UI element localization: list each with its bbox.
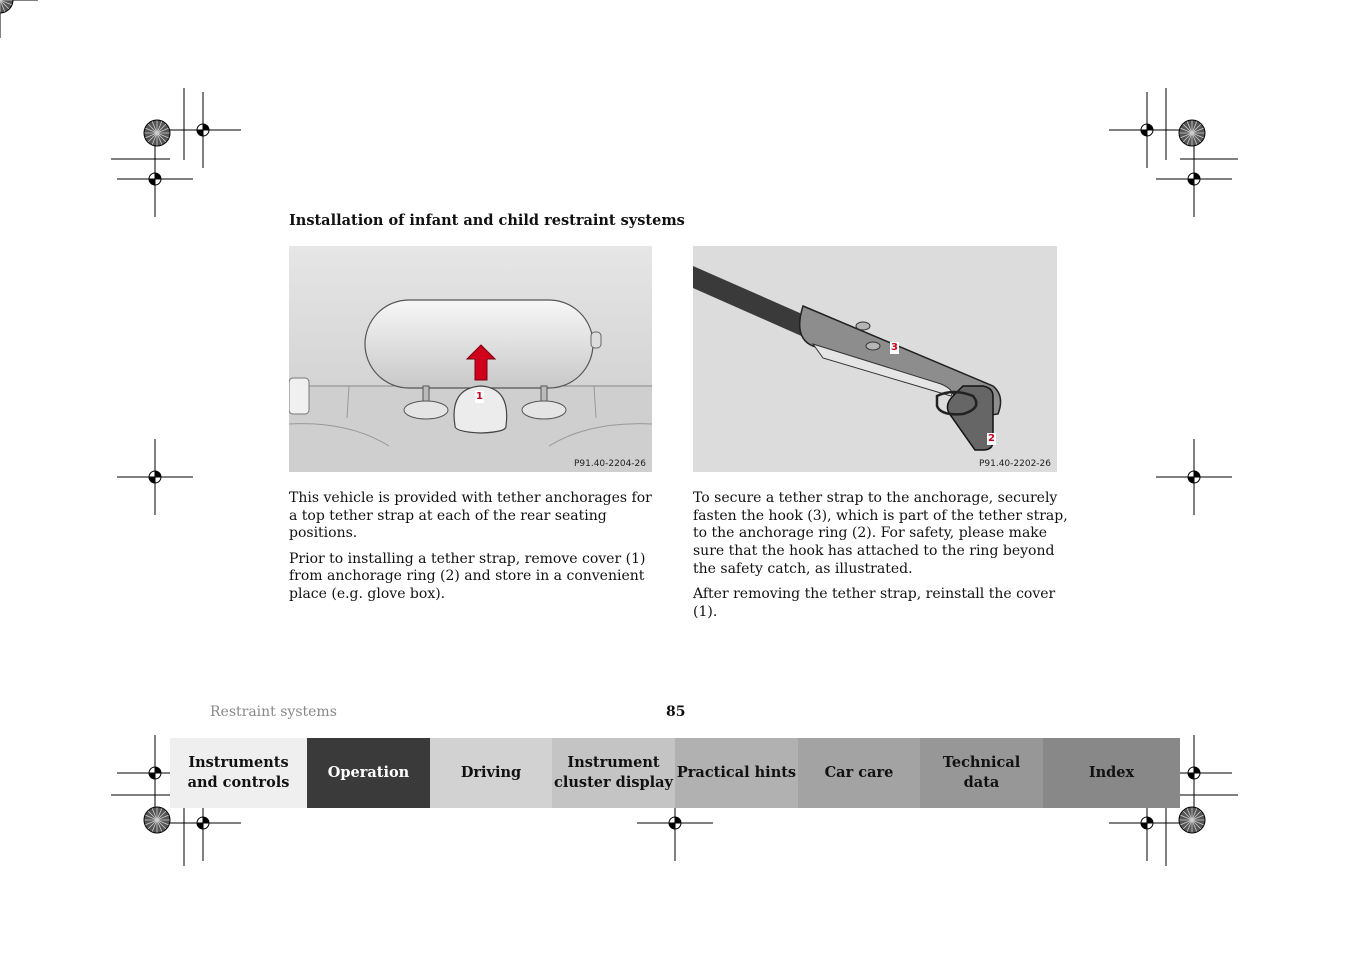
nav-tab-instruments-and-controls[interactable]: Instruments and controls (170, 738, 307, 808)
right-column-text (693, 490, 1068, 629)
nav-tab-practical-hints[interactable]: Practical hints (675, 738, 798, 808)
nav-tab-index[interactable]: Index (1043, 738, 1180, 808)
figure-anchorage-cover (289, 246, 652, 472)
section-name: Restraint systems (210, 704, 337, 720)
chapter-navigation (170, 738, 1180, 808)
figure-marker-1: 1 (476, 391, 483, 402)
page-number: 85 (666, 704, 686, 720)
nav-tab-technical-data[interactable]: Technical data (920, 738, 1043, 808)
nav-tab-instrument-cluster-display[interactable]: Instrument cluster display (552, 738, 675, 808)
figure-code: P91.40-2204-26 (573, 459, 646, 469)
paragraph: To secure a tether strap to the anchorage, securely fasten the hook (3), which is part of the tether strap, to the anchorage ring (2). For safety, please make sure that the hook has attached to the ring beyond the safety catch, as illustrated. (693, 490, 1068, 577)
page-title: Installation of infant and child restraint systems (289, 212, 685, 229)
figure-code: P91.40-2202-26 (978, 459, 1051, 469)
figure-tether-hook (693, 246, 1057, 472)
color-wheel-mark-icon (0, 0, 13, 13)
figure-marker-2: 2 (988, 433, 995, 444)
nav-tab-operation[interactable]: Operation (307, 738, 430, 808)
figure-marker-3: 3 (891, 342, 898, 353)
up-arrow-icon (466, 344, 496, 381)
left-column-text (289, 490, 661, 611)
nav-tab-driving[interactable]: Driving (430, 738, 552, 808)
paragraph: This vehicle is provided with tether anchorages for a top tether strap at each of the rear seating positions. (289, 490, 652, 542)
paragraph: After removing the tether strap, reinstall the cover (1). (693, 586, 1056, 620)
nav-tab-car-care[interactable]: Car care (798, 738, 920, 808)
tether-hook-illustration (693, 246, 1057, 472)
paragraph: Prior to installing a tether strap, remove cover (1) from anchorage ring (2) and store in a convenient place (e.g. glove box). (289, 550, 646, 603)
